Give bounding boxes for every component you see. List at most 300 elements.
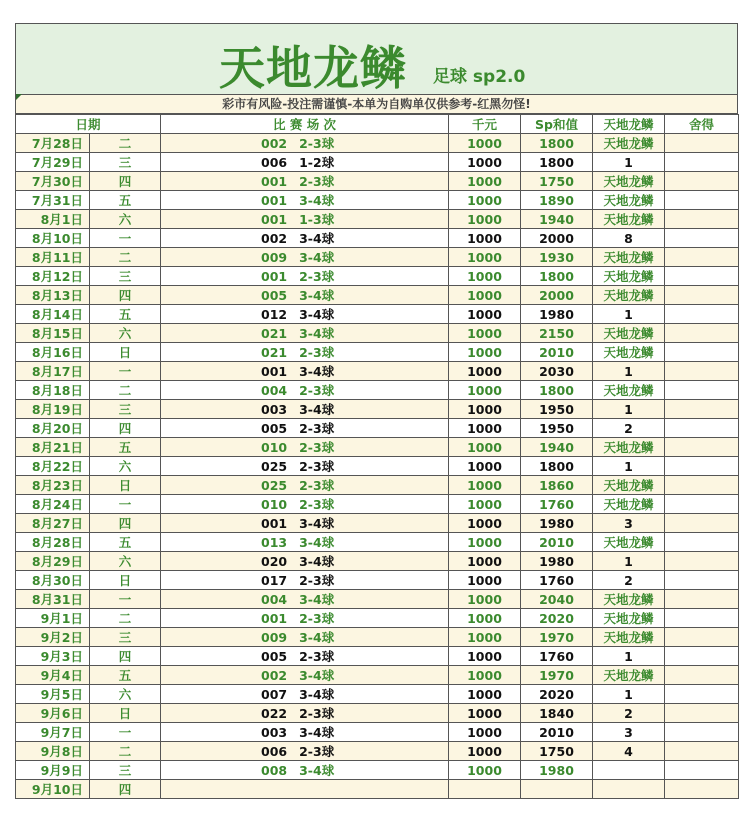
match-cell[interactable] <box>161 286 449 305</box>
result-cell[interactable]: 天地龙鳞 <box>593 172 665 191</box>
date-cell[interactable]: 8月30日 <box>16 571 90 590</box>
sp-sum-cell[interactable] <box>521 780 593 799</box>
result-cell[interactable]: 天地龙鳞 <box>593 666 665 685</box>
table-row <box>16 742 739 761</box>
sp-sum-cell[interactable]: 1750 <box>521 172 593 191</box>
sp-sum-cell[interactable]: 2150 <box>521 324 593 343</box>
match-cell[interactable] <box>161 514 449 533</box>
match-cell[interactable] <box>161 476 449 495</box>
result-cell[interactable]: 4 <box>593 742 665 761</box>
header-result[interactable]: 天地龙鳞 <box>593 115 665 134</box>
stake-cell[interactable]: 1000 <box>449 590 521 609</box>
date-cell[interactable]: 8月20日 <box>16 419 90 438</box>
date-cell[interactable]: 9月5日 <box>16 685 90 704</box>
sp-sum-cell[interactable]: 2030 <box>521 362 593 381</box>
result-cell[interactable]: 天地龙鳞 <box>593 381 665 400</box>
match-code: 010 <box>261 439 288 455</box>
result-cell[interactable]: 天地龙鳞 <box>593 286 665 305</box>
date-cell[interactable]: 8月29日 <box>16 552 90 571</box>
match-cell[interactable] <box>161 324 449 343</box>
weekday-cell[interactable]: 二 <box>90 742 161 761</box>
match-goals: 2-3球 <box>299 705 335 721</box>
discard-cell[interactable] <box>665 457 739 476</box>
stake-cell[interactable]: 1000 <box>449 286 521 305</box>
match-cell[interactable] <box>161 172 449 191</box>
discard-cell[interactable] <box>665 248 739 267</box>
sp-sum-cell[interactable]: 1760 <box>521 647 593 666</box>
header-sp-sum[interactable]: Sp和值 <box>521 115 593 134</box>
weekday-cell[interactable]: 六 <box>90 552 161 571</box>
weekday-cell[interactable]: 三 <box>90 400 161 419</box>
sp-sum-cell[interactable]: 1800 <box>521 457 593 476</box>
match-cell[interactable] <box>161 343 449 362</box>
result-cell[interactable]: 天地龙鳞 <box>593 609 665 628</box>
match-cell[interactable] <box>161 742 449 761</box>
weekday-cell[interactable]: 三 <box>90 628 161 647</box>
sp-sum-cell[interactable]: 1800 <box>521 134 593 153</box>
stake-cell[interactable]: 1000 <box>449 362 521 381</box>
match-code: 003 <box>261 724 288 740</box>
weekday-cell[interactable]: 日 <box>90 571 161 590</box>
date-cell[interactable]: 8月13日 <box>16 286 90 305</box>
discard-cell[interactable] <box>665 552 739 571</box>
date-cell[interactable]: 8月11日 <box>16 248 90 267</box>
date-cell[interactable]: 8月24日 <box>16 495 90 514</box>
result-cell[interactable]: 天地龙鳞 <box>593 134 665 153</box>
result-cell[interactable]: 2 <box>593 704 665 723</box>
result-cell[interactable]: 天地龙鳞 <box>593 476 665 495</box>
sp-sum-cell[interactable]: 2020 <box>521 609 593 628</box>
date-cell[interactable]: 9月7日 <box>16 723 90 742</box>
match-cell[interactable] <box>161 153 449 172</box>
discard-cell[interactable] <box>665 419 739 438</box>
discard-cell[interactable] <box>665 305 739 324</box>
discard-cell[interactable] <box>665 685 739 704</box>
match-goals: 2-3球 <box>299 610 335 626</box>
date-cell[interactable]: 8月22日 <box>16 457 90 476</box>
stake-cell[interactable]: 1000 <box>449 761 521 780</box>
stake-cell[interactable]: 1000 <box>449 628 521 647</box>
match-cell[interactable] <box>161 457 449 476</box>
cell-corner-icon <box>16 94 22 100</box>
sp-sum-cell[interactable]: 1800 <box>521 267 593 286</box>
stake-cell[interactable]: 1000 <box>449 609 521 628</box>
date-cell[interactable]: 9月9日 <box>16 761 90 780</box>
stake-cell[interactable]: 1000 <box>449 381 521 400</box>
weekday-cell[interactable]: 二 <box>90 248 161 267</box>
match-code: 025 <box>261 477 288 493</box>
stake-cell[interactable]: 1000 <box>449 571 521 590</box>
table-row <box>16 761 739 780</box>
weekday-cell[interactable]: 五 <box>90 666 161 685</box>
weekday-cell[interactable]: 四 <box>90 647 161 666</box>
weekday-cell[interactable]: 六 <box>90 210 161 229</box>
weekday-cell[interactable]: 四 <box>90 419 161 438</box>
result-cell[interactable]: 天地龙鳞 <box>593 495 665 514</box>
match-cell[interactable] <box>161 248 449 267</box>
stake-cell[interactable] <box>449 780 521 799</box>
discard-cell[interactable] <box>665 381 739 400</box>
result-cell[interactable]: 天地龙鳞 <box>593 590 665 609</box>
discard-cell[interactable] <box>665 153 739 172</box>
sp-sum-cell[interactable]: 1970 <box>521 628 593 647</box>
sp-sum-cell[interactable]: 1890 <box>521 191 593 210</box>
match-cell[interactable] <box>161 609 449 628</box>
stake-cell[interactable]: 1000 <box>449 248 521 267</box>
table-row <box>16 609 739 628</box>
match-cell[interactable] <box>161 590 449 609</box>
weekday-cell[interactable]: 一 <box>90 495 161 514</box>
discard-cell[interactable] <box>665 704 739 723</box>
date-cell[interactable]: 8月21日 <box>16 438 90 457</box>
match-cell[interactable] <box>161 552 449 571</box>
stake-cell[interactable]: 1000 <box>449 153 521 172</box>
result-cell[interactable]: 1 <box>593 153 665 172</box>
result-cell[interactable]: 1 <box>593 362 665 381</box>
discard-cell[interactable] <box>665 229 739 248</box>
match-code: 013 <box>261 534 288 550</box>
match-cell[interactable] <box>161 533 449 552</box>
match-cell[interactable] <box>161 191 449 210</box>
date-cell[interactable]: 8月14日 <box>16 305 90 324</box>
discard-cell[interactable] <box>665 780 739 799</box>
match-code: 001 <box>261 173 288 189</box>
weekday-cell[interactable]: 三 <box>90 761 161 780</box>
weekday-cell[interactable]: 四 <box>90 172 161 191</box>
sp-sum-cell[interactable]: 1980 <box>521 305 593 324</box>
result-cell[interactable]: 天地龙鳞 <box>593 628 665 647</box>
match-cell[interactable] <box>161 362 449 381</box>
match-cell[interactable] <box>161 571 449 590</box>
sp-sum-cell[interactable]: 2010 <box>521 533 593 552</box>
match-goals: 2-3球 <box>299 268 335 284</box>
table-row <box>16 305 739 324</box>
sp-sum-cell[interactable]: 2020 <box>521 685 593 704</box>
result-cell[interactable]: 天地龙鳞 <box>593 248 665 267</box>
match-cell[interactable] <box>161 780 449 799</box>
table-row <box>16 229 739 248</box>
sp-sum-cell[interactable]: 1980 <box>521 552 593 571</box>
match-goals: 2-3球 <box>299 173 335 189</box>
sp-sum-cell[interactable]: 1940 <box>521 210 593 229</box>
stake-cell[interactable]: 1000 <box>449 685 521 704</box>
match-goals: 2-3球 <box>299 439 335 455</box>
discard-cell[interactable] <box>665 400 739 419</box>
date-cell[interactable]: 8月27日 <box>16 514 90 533</box>
match-cell[interactable] <box>161 229 449 248</box>
table-row <box>16 571 739 590</box>
discard-cell[interactable] <box>665 191 739 210</box>
stake-cell[interactable]: 1000 <box>449 305 521 324</box>
result-cell[interactable]: 1 <box>593 457 665 476</box>
match-cell[interactable] <box>161 685 449 704</box>
date-cell[interactable]: 9月10日 <box>16 780 90 799</box>
date-cell[interactable]: 8月15日 <box>16 324 90 343</box>
weekday-cell[interactable]: 一 <box>90 362 161 381</box>
result-cell[interactable]: 8 <box>593 229 665 248</box>
stake-cell[interactable]: 1000 <box>449 533 521 552</box>
match-cell[interactable] <box>161 647 449 666</box>
page-subtitle: 足球 sp2.0 <box>433 67 526 87</box>
result-cell[interactable]: 天地龙鳞 <box>593 438 665 457</box>
discard-cell[interactable] <box>665 761 739 780</box>
result-cell[interactable]: 2 <box>593 419 665 438</box>
sp-sum-cell[interactable]: 2010 <box>521 723 593 742</box>
match-code: 012 <box>261 306 288 322</box>
match-goals: 3-4球 <box>299 363 335 379</box>
date-cell[interactable]: 9月1日 <box>16 609 90 628</box>
table-row <box>16 457 739 476</box>
match-cell[interactable] <box>161 305 449 324</box>
table-row <box>16 723 739 742</box>
stake-cell[interactable]: 1000 <box>449 438 521 457</box>
discard-cell[interactable] <box>665 476 739 495</box>
weekday-cell[interactable]: 六 <box>90 324 161 343</box>
stake-cell[interactable]: 1000 <box>449 742 521 761</box>
discard-cell[interactable] <box>665 609 739 628</box>
result-cell[interactable]: 2 <box>593 571 665 590</box>
match-cell[interactable] <box>161 134 449 153</box>
spreadsheet <box>15 23 738 799</box>
sp-sum-cell[interactable]: 2000 <box>521 229 593 248</box>
result-cell[interactable]: 天地龙鳞 <box>593 324 665 343</box>
match-goals: 3-4球 <box>299 249 335 265</box>
result-cell[interactable]: 3 <box>593 723 665 742</box>
sp-sum-cell[interactable]: 2000 <box>521 286 593 305</box>
table-row <box>16 628 739 647</box>
weekday-cell[interactable]: 二 <box>90 609 161 628</box>
table-row <box>16 438 739 457</box>
table-body <box>16 134 739 799</box>
discard-cell[interactable] <box>665 590 739 609</box>
stake-cell[interactable]: 1000 <box>449 457 521 476</box>
discard-cell[interactable] <box>665 723 739 742</box>
match-code: 009 <box>261 249 288 265</box>
date-cell[interactable]: 8月1日 <box>16 210 90 229</box>
discard-cell[interactable] <box>665 343 739 362</box>
date-cell[interactable]: 7月28日 <box>16 134 90 153</box>
stake-cell[interactable]: 1000 <box>449 647 521 666</box>
weekday-cell[interactable]: 五 <box>90 305 161 324</box>
date-cell[interactable]: 8月19日 <box>16 400 90 419</box>
match-cell[interactable] <box>161 381 449 400</box>
match-code: 001 <box>261 610 288 626</box>
match-cell[interactable] <box>161 704 449 723</box>
sp-sum-cell[interactable]: 1840 <box>521 704 593 723</box>
discard-cell[interactable] <box>665 647 739 666</box>
result-cell[interactable]: 天地龙鳞 <box>593 267 665 286</box>
header-stake[interactable]: 千元 <box>449 115 521 134</box>
date-cell[interactable]: 8月16日 <box>16 343 90 362</box>
date-cell[interactable]: 8月18日 <box>16 381 90 400</box>
weekday-cell[interactable]: 六 <box>90 457 161 476</box>
match-cell[interactable] <box>161 761 449 780</box>
table-row <box>16 647 739 666</box>
table-row <box>16 704 739 723</box>
sp-sum-cell[interactable]: 2040 <box>521 590 593 609</box>
header-date[interactable]: 日期 <box>16 115 161 134</box>
page-title: 天地龙鳞 <box>219 41 407 95</box>
match-cell[interactable] <box>161 267 449 286</box>
discard-cell[interactable] <box>665 172 739 191</box>
match-code: 001 <box>261 268 288 284</box>
stake-cell[interactable]: 1000 <box>449 419 521 438</box>
stake-cell[interactable]: 1000 <box>449 210 521 229</box>
sp-sum-cell[interactable]: 1860 <box>521 476 593 495</box>
weekday-cell[interactable]: 日 <box>90 476 161 495</box>
weekday-cell[interactable]: 一 <box>90 590 161 609</box>
match-goals: 3-4球 <box>299 401 335 417</box>
match-cell[interactable] <box>161 438 449 457</box>
weekday-cell[interactable]: 日 <box>90 704 161 723</box>
sp-sum-cell[interactable]: 1760 <box>521 571 593 590</box>
header-row <box>16 115 739 134</box>
date-cell[interactable]: 9月6日 <box>16 704 90 723</box>
sp-sum-cell[interactable]: 1930 <box>521 248 593 267</box>
result-cell[interactable]: 天地龙鳞 <box>593 210 665 229</box>
match-cell[interactable] <box>161 419 449 438</box>
stake-cell[interactable]: 1000 <box>449 514 521 533</box>
match-goals: 2-3球 <box>299 420 335 436</box>
discard-cell[interactable] <box>665 324 739 343</box>
match-goals: 3-4球 <box>299 287 335 303</box>
discard-cell[interactable] <box>665 533 739 552</box>
result-cell[interactable]: 1 <box>593 685 665 704</box>
result-cell[interactable]: 1 <box>593 400 665 419</box>
match-code: 017 <box>261 572 288 588</box>
date-cell[interactable]: 8月10日 <box>16 229 90 248</box>
weekday-cell[interactable]: 三 <box>90 153 161 172</box>
sp-sum-cell[interactable]: 1970 <box>521 666 593 685</box>
match-code: 007 <box>261 686 288 702</box>
weekday-cell[interactable]: 六 <box>90 685 161 704</box>
weekday-cell[interactable]: 二 <box>90 381 161 400</box>
sp-sum-cell[interactable]: 1940 <box>521 438 593 457</box>
sp-sum-cell[interactable]: 1800 <box>521 381 593 400</box>
stake-cell[interactable]: 1000 <box>449 476 521 495</box>
discard-cell[interactable] <box>665 571 739 590</box>
weekday-cell[interactable]: 四 <box>90 514 161 533</box>
sp-sum-cell[interactable]: 1760 <box>521 495 593 514</box>
discard-cell[interactable] <box>665 628 739 647</box>
match-code: 003 <box>261 401 288 417</box>
match-goals: 1-2球 <box>299 154 335 170</box>
discard-cell[interactable] <box>665 267 739 286</box>
match-cell[interactable] <box>161 400 449 419</box>
date-cell[interactable]: 9月4日 <box>16 666 90 685</box>
weekday-cell[interactable]: 一 <box>90 229 161 248</box>
header-match[interactable]: 比 赛 场 次 <box>161 115 449 134</box>
date-cell[interactable]: 8月31日 <box>16 590 90 609</box>
result-cell[interactable]: 1 <box>593 647 665 666</box>
discard-cell[interactable] <box>665 286 739 305</box>
stake-cell[interactable]: 1000 <box>449 704 521 723</box>
result-cell[interactable]: 1 <box>593 305 665 324</box>
stake-cell[interactable]: 1000 <box>449 191 521 210</box>
result-cell[interactable]: 3 <box>593 514 665 533</box>
weekday-cell[interactable]: 五 <box>90 191 161 210</box>
sp-sum-cell[interactable]: 1980 <box>521 761 593 780</box>
sp-sum-cell[interactable]: 1950 <box>521 400 593 419</box>
discard-cell[interactable] <box>665 362 739 381</box>
date-cell[interactable]: 8月23日 <box>16 476 90 495</box>
match-cell[interactable] <box>161 210 449 229</box>
result-cell[interactable] <box>593 780 665 799</box>
match-cell[interactable] <box>161 723 449 742</box>
stake-cell[interactable]: 1000 <box>449 400 521 419</box>
discard-cell[interactable] <box>665 134 739 153</box>
discard-cell[interactable] <box>665 666 739 685</box>
stake-cell[interactable]: 1000 <box>449 343 521 362</box>
sp-sum-cell[interactable]: 1750 <box>521 742 593 761</box>
result-cell[interactable] <box>593 761 665 780</box>
discard-cell[interactable] <box>665 438 739 457</box>
date-cell[interactable]: 8月28日 <box>16 533 90 552</box>
stake-cell[interactable]: 1000 <box>449 324 521 343</box>
date-cell[interactable]: 8月17日 <box>16 362 90 381</box>
sp-sum-cell[interactable]: 2010 <box>521 343 593 362</box>
date-cell[interactable]: 7月31日 <box>16 191 90 210</box>
stake-cell[interactable]: 1000 <box>449 172 521 191</box>
stake-cell[interactable]: 1000 <box>449 552 521 571</box>
weekday-cell[interactable]: 日 <box>90 343 161 362</box>
date-cell[interactable]: 9月3日 <box>16 647 90 666</box>
match-code: 001 <box>261 192 288 208</box>
stake-cell[interactable]: 1000 <box>449 666 521 685</box>
result-cell[interactable]: 天地龙鳞 <box>593 191 665 210</box>
title-banner <box>15 23 738 95</box>
match-cell[interactable] <box>161 666 449 685</box>
stake-cell[interactable]: 1000 <box>449 495 521 514</box>
discard-cell[interactable] <box>665 742 739 761</box>
sp-sum-cell[interactable]: 1950 <box>521 419 593 438</box>
sp-sum-cell[interactable]: 1980 <box>521 514 593 533</box>
table-row <box>16 286 739 305</box>
weekday-cell[interactable]: 五 <box>90 533 161 552</box>
header-discard[interactable]: 舍得 <box>665 115 739 134</box>
result-cell[interactable]: 天地龙鳞 <box>593 533 665 552</box>
weekday-cell[interactable]: 二 <box>90 134 161 153</box>
result-cell[interactable]: 1 <box>593 552 665 571</box>
discard-cell[interactable] <box>665 514 739 533</box>
discard-cell[interactable] <box>665 495 739 514</box>
weekday-cell[interactable]: 四 <box>90 780 161 799</box>
weekday-cell[interactable]: 四 <box>90 286 161 305</box>
stake-cell[interactable]: 1000 <box>449 229 521 248</box>
weekday-cell[interactable]: 三 <box>90 267 161 286</box>
date-cell[interactable]: 9月8日 <box>16 742 90 761</box>
sp-sum-cell[interactable]: 1800 <box>521 153 593 172</box>
weekday-cell[interactable]: 五 <box>90 438 161 457</box>
match-cell[interactable] <box>161 495 449 514</box>
discard-cell[interactable] <box>665 210 739 229</box>
match-code: 004 <box>261 591 288 607</box>
weekday-cell[interactable]: 一 <box>90 723 161 742</box>
stake-cell[interactable]: 1000 <box>449 267 521 286</box>
match-goals: 3-4球 <box>299 667 335 683</box>
table-row <box>16 267 739 286</box>
table-row <box>16 666 739 685</box>
result-cell[interactable]: 天地龙鳞 <box>593 343 665 362</box>
date-cell[interactable]: 8月12日 <box>16 267 90 286</box>
table-row <box>16 362 739 381</box>
match-cell[interactable] <box>161 628 449 647</box>
date-cell[interactable]: 9月2日 <box>16 628 90 647</box>
stake-cell[interactable]: 1000 <box>449 723 521 742</box>
stake-cell[interactable]: 1000 <box>449 134 521 153</box>
date-cell[interactable]: 7月30日 <box>16 172 90 191</box>
date-cell[interactable]: 7月29日 <box>16 153 90 172</box>
